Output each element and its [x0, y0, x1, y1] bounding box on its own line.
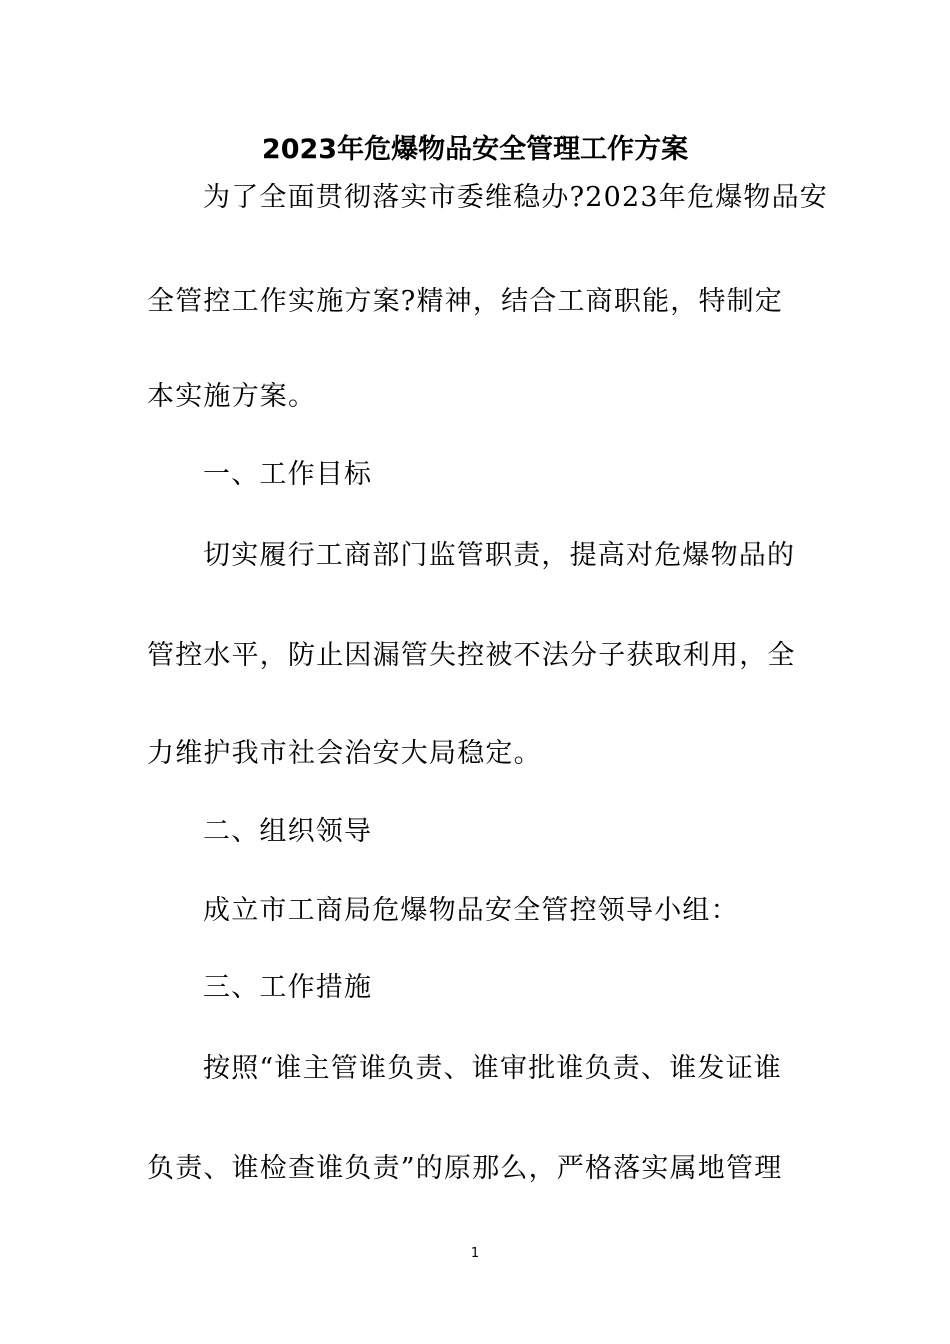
document-title: 2023年危爆物品安全管理工作方案 [261, 134, 689, 165]
paragraph-line: 力维护我市社会治安大局稳定。 [147, 738, 542, 769]
paragraph-line: 全管控工作实施方案?精神，结合工商职能，特制定 [147, 286, 784, 317]
paragraph-line: 成立市工商局危爆物品安全管控领导小组： [203, 895, 739, 926]
paragraph-line: 按照“谁主管谁负责、谁审批谁负责、谁发证谁 [203, 1053, 783, 1084]
paragraph-line: 本实施方案。 [147, 381, 317, 412]
paragraph-line: 为了全面贯彻落实市委维稳办?2023年危爆物品安 [203, 182, 828, 213]
section-heading: 三、工作措施 [203, 972, 373, 1003]
section-heading: 一、工作目标 [203, 459, 373, 490]
page-number: 1 [470, 1246, 480, 1261]
paragraph-line: 切实履行工商部门监管职责，提高对危爆物品的 [203, 540, 796, 571]
section-heading: 二、组织领导 [203, 816, 373, 847]
paragraph-line: 管控水平，防止因漏管失控被不法分子获取利用，全 [147, 640, 796, 671]
paragraph-line: 负责、谁检查谁负责”的原那么，严格落实属地管理 [147, 1153, 783, 1184]
